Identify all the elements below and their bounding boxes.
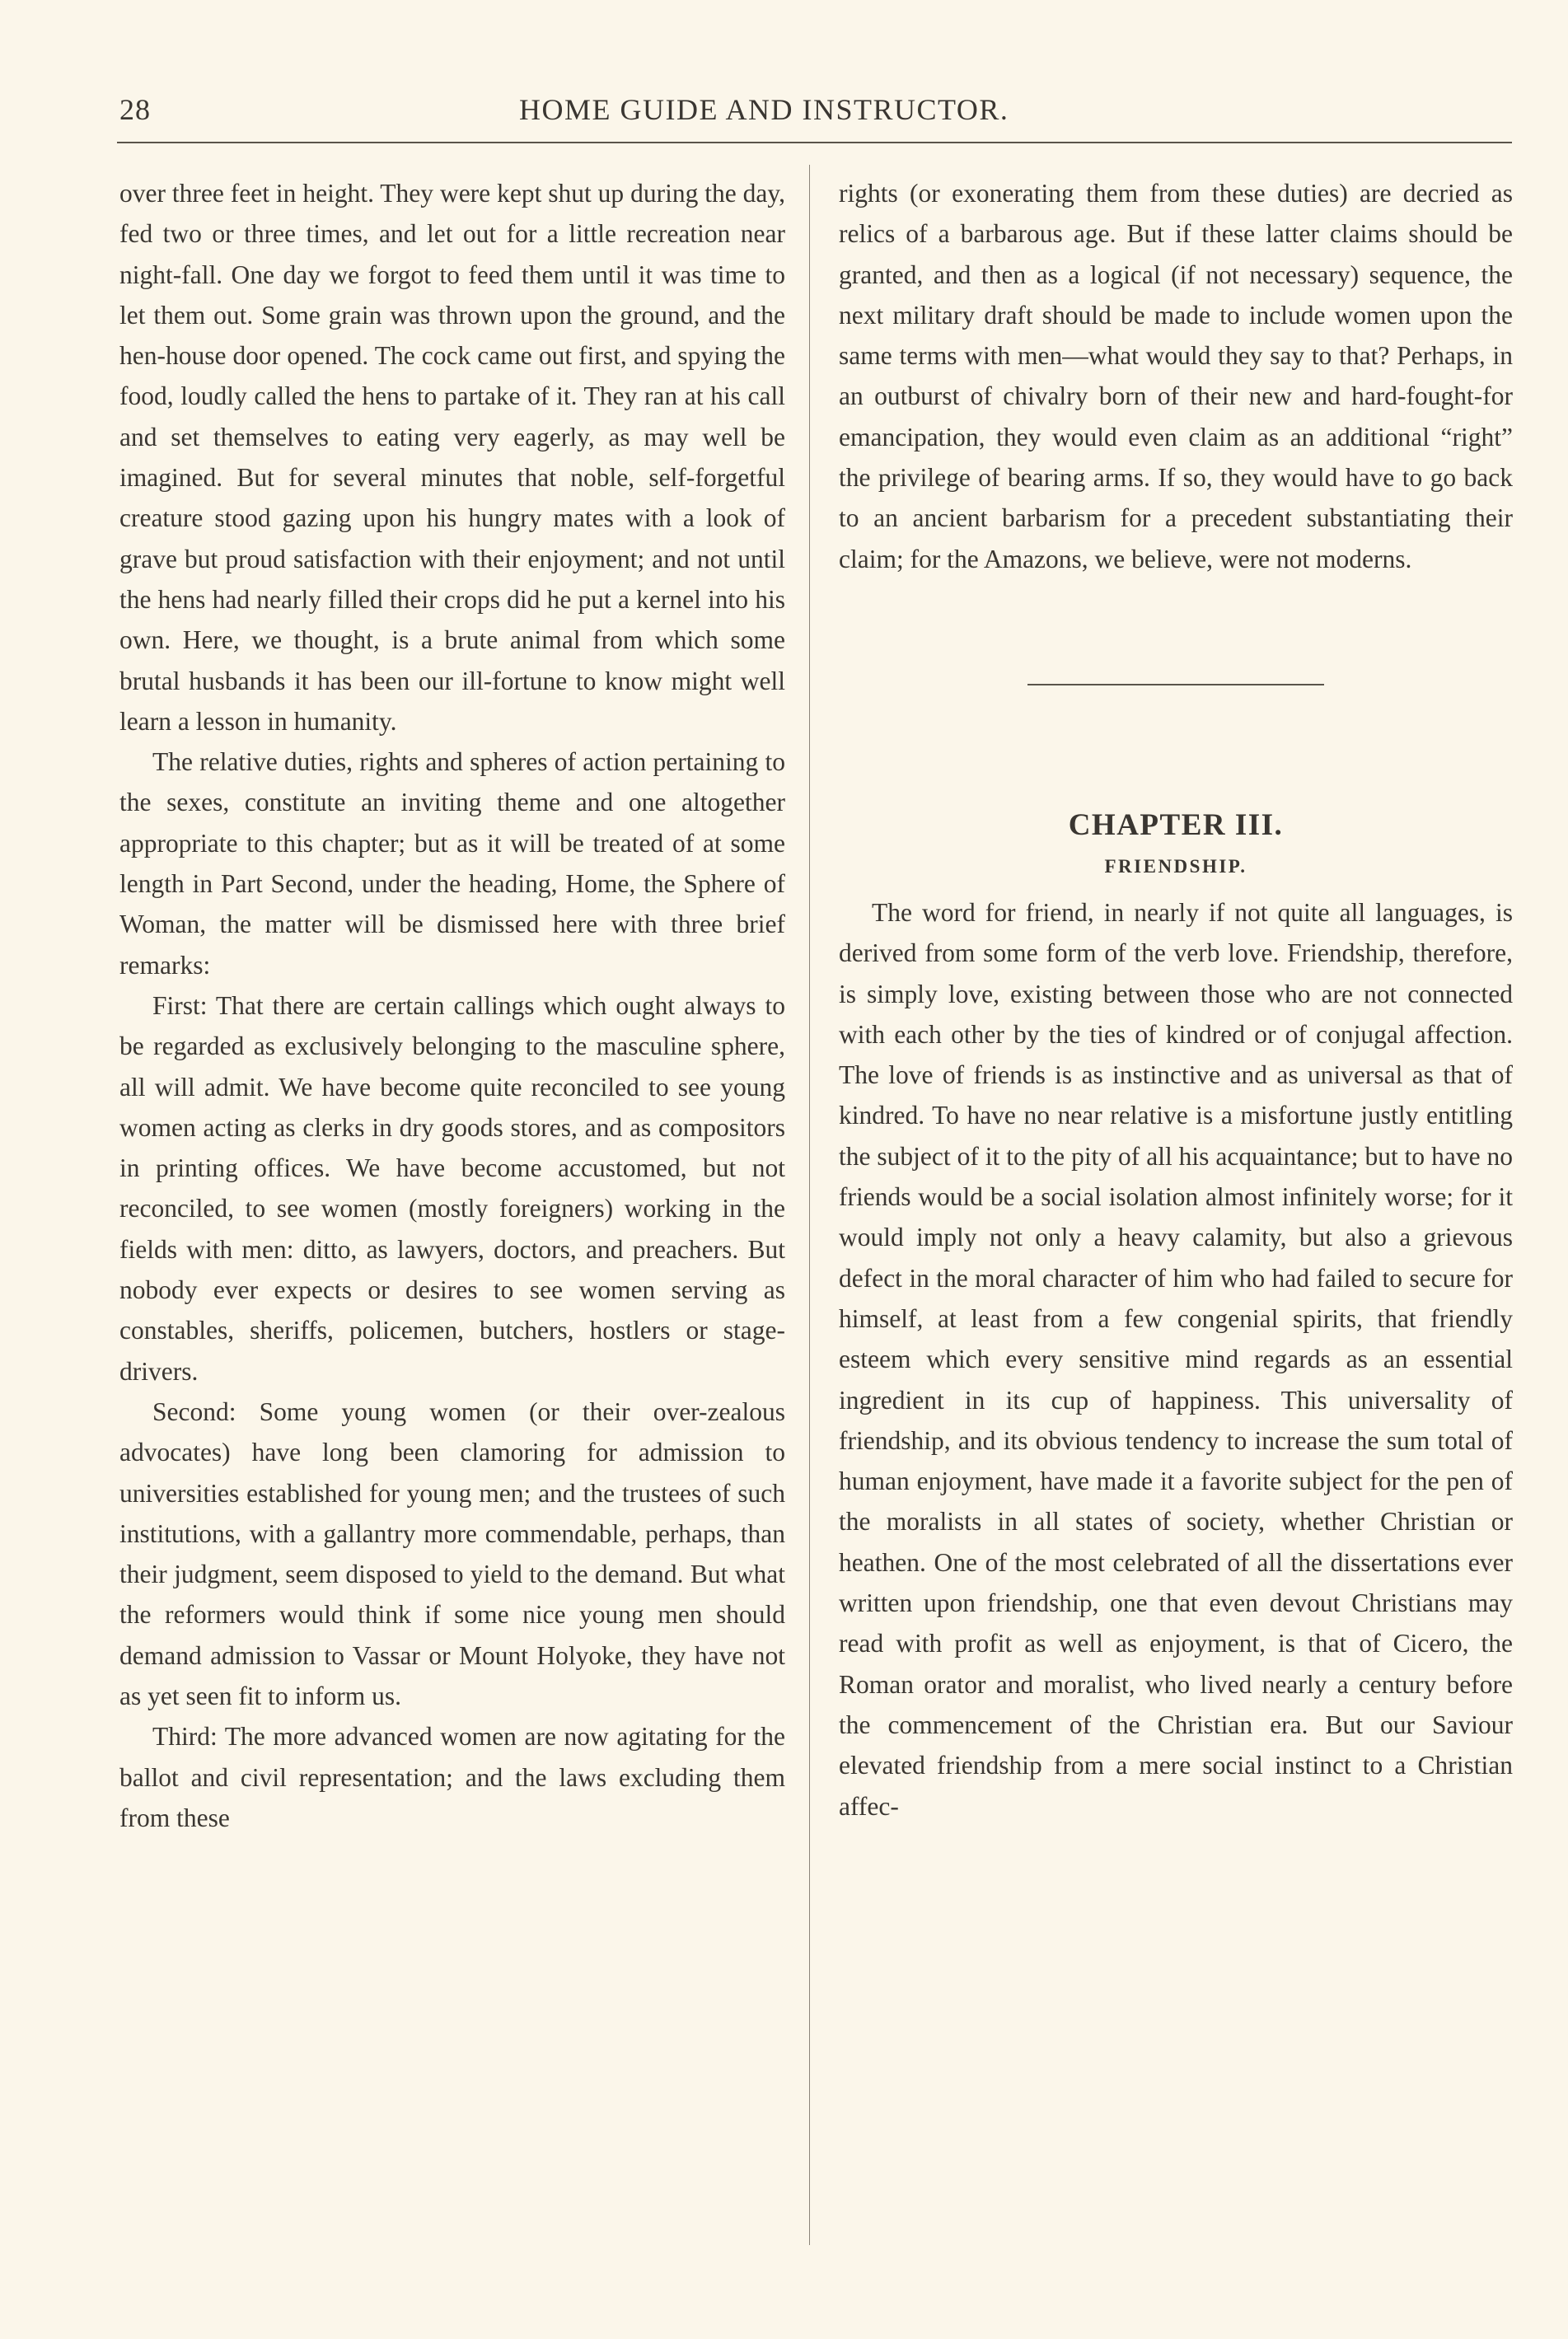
- paragraph: First: That there are certain callings which ought always to be regarded as exclusively belonging to the masculine sphere, all will admit. We have become quite reconciled to see young women acting as clerks in dry goods stores, and as compositors in printing offices. We have become accustomed, but not reconciled, to see women (mostly foreigners) working in the fields with men: ditto, as lawyers, doctors, and preachers. But nobody ever expects or desires to see women serving as constables, sheriffs, policemen, butchers, hostlers or stage-drivers.: [119, 990, 785, 1386]
- chapter-title: CHAPTER III.: [1068, 807, 1284, 842]
- chapter-subtitle: FRIENDSHIP.: [1104, 855, 1247, 877]
- paragraph: rights (or exonerating them from these duties) are decried as relics of a barbarous age. But if these latter claims should be granted, and then as a logical (if not necessary) sequence, the next military draft should be made to include women upon the same terms with men—what would they say to that? Perhaps, in an outburst of chivalry born of their new and hard-fought-for emancipation, they would even claim as an additional “right” the privilege of bearing arms. If so, they would have to go back to an ancient barbarism for a precedent substantiating their claim; for the Amazons, we believe, were not moderns.: [839, 179, 1513, 573]
- header-rule: [117, 142, 1512, 143]
- paragraph: Second: Some young women (or their over-zealous advocates) have long been clamoring for admission to universities established for young men; and the trustees of such institutions, with a gallantry more commendable, perhaps, than their judgment, seem disposed to yield to the demand. But what the reformers would think if some nice young men should demand admission to Vassar or Mount Holyoke, they have not as yet seen fit to inform us.: [119, 1396, 785, 1710]
- page-number: 28: [119, 93, 151, 126]
- page-header: [119, 92, 1512, 133]
- paragraph: over three feet in height. They were kept shut up during the day, fed two or three times, and let out for a little recreation near night-fall. One day we forgot to feed them until it was time to let them out. Some grain was thrown upon the ground, and the hen-house door opened. The cock came out first, and spying the food, loudly called the hens to partake of it. They ran at his call and set themselves to eating very eagerly, as may well be imagined. But for several minutes that noble, self-forgetful creature stood gazing upon his hungry mates with a look of grave but proud satisfaction with their enjoyment; and not until the hens had nearly filled their crops did he put a kernel into his own. Here, we thought, is a brute animal from which some brutal husbands it has been our ill-fortune to know might well learn a lesson in humanity.: [119, 179, 785, 736]
- paragraph: Third: The more advanced women are now agitating for the ballot and civil representation; and the laws excluding them from these: [119, 1722, 785, 1832]
- running-title: HOME GUIDE AND INSTRUCTOR.: [519, 93, 1009, 126]
- paragraph: The word for friend, in nearly if not quite all languages, is derived from some form of the verb love. Friendship, therefore, is simply love, existing between those who are not connected with each other by the ties of kindred or of conjugal affection. The love of friends is as instinctive and as universal as that of kindred. To have no near relative is a misfortune justly entitling the subject of it to the pity of all his acquaintance; but to have no friends would be a social isolation almost infinitely worse; for it would imply not only a heavy calamity, but also a grievous defect in the moral character of him who had failed to secure for himself, at least from a few congenial spirits, that friendly esteem which every sensitive mind regards as an essential ingredient in its cup of happiness. This universality of friendship, and its obvious tendency to increase the sum total of human enjoyment, have made it a favorite subject for the pen of the moralists in all states of society, whether Christian or heathen. One of the most celebrated of all the dissertations ever written upon friendship, one that even devout Christians may read with profit as well as enjoyment, is that of Cicero, the Roman orator and moralist, who lived nearly a century before the commencement of the Christian era. But our Saviour elevated friendship from a mere social instinct to a Christian affec-: [839, 897, 1513, 1821]
- section-break-rule: [1027, 684, 1324, 685]
- column-divider: [809, 165, 810, 2245]
- paragraph: The relative duties, rights and spheres of action pertaining to the sexes, constitute an inviting theme and one altogether appropriate to this chapter; but as it will be treated of at some length in Part Second, under the heading, Home, the Sphere of Woman, the matter will be dismissed here with three brief remarks:: [119, 747, 785, 980]
- right-column: [839, 173, 1513, 1827]
- left-column: [119, 173, 785, 1838]
